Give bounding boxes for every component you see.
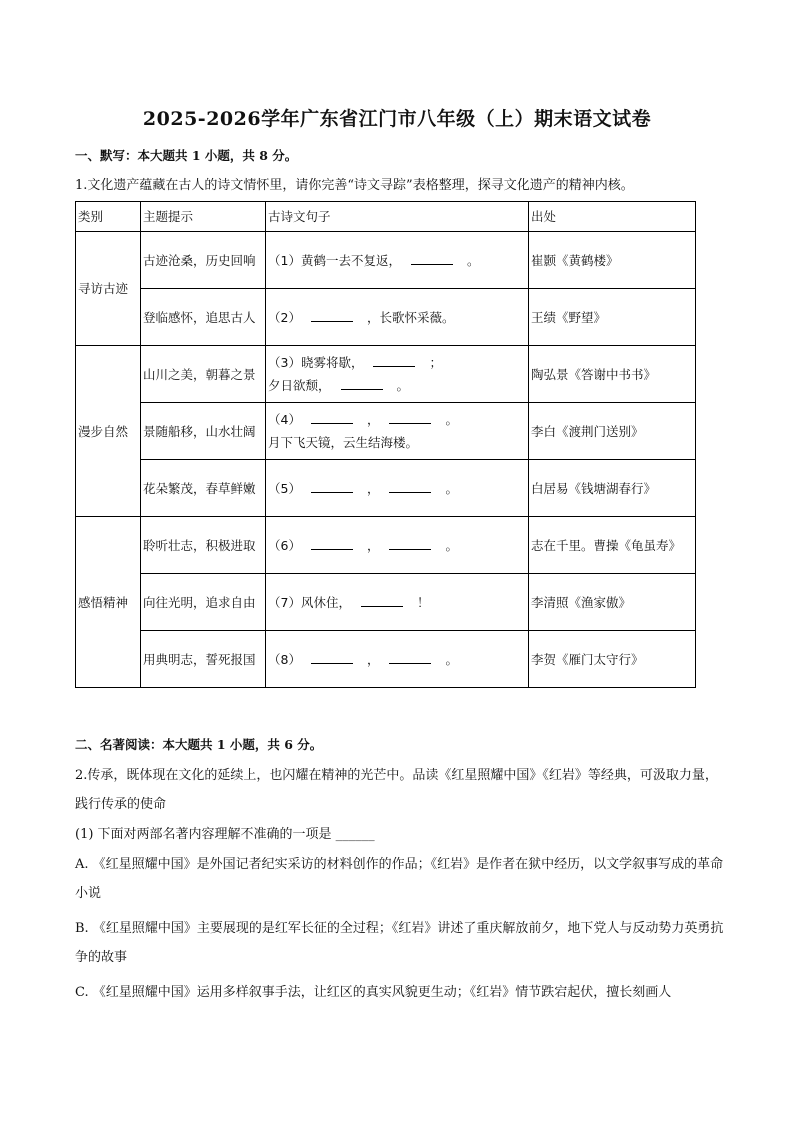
poem-text: ，长歌怀采薇。 <box>366 309 455 325</box>
poem-text: 。 <box>466 252 480 268</box>
poem-text: 。 <box>445 480 458 496</box>
header-poem-line: 古诗文句子 <box>266 202 529 232</box>
answer-blank[interactable] <box>389 537 431 550</box>
poem-text: 。 <box>445 537 458 553</box>
table-row <box>76 460 696 517</box>
section-heading-2: 二、名著阅读：本大题共 1 小题，共 6 分。 <box>75 737 323 752</box>
table-header-row <box>76 202 696 232</box>
poem-cell <box>266 346 529 403</box>
option-c[interactable]: C. 《红星照耀中国》运用多样叙事手法，让红区的真实风貌更生动；《红岩》情节跌宕起伏，擅长刻画人 <box>75 985 672 1000</box>
theme-cell: 花朵繁茂，春草鲜嫩 <box>141 460 266 517</box>
category-cell: 寻访古迹 <box>76 232 141 346</box>
page-title: 2025-2026学年广东省江门市八年级（上）期末语文试卷 <box>142 108 652 130</box>
answer-blank[interactable] <box>311 309 353 322</box>
answer-blank[interactable] <box>311 651 353 664</box>
poem-cell <box>266 574 529 631</box>
table-row <box>76 289 696 346</box>
table-row <box>76 517 696 574</box>
source-cell: 李贺《雁门太守行》 <box>529 631 696 688</box>
answer-blank[interactable] <box>361 594 403 607</box>
poem-text: ， <box>366 480 380 496</box>
poem-text: ， <box>366 537 380 553</box>
poem-text: 。 <box>445 412 458 427</box>
table-row <box>76 574 696 631</box>
theme-cell: 聆听壮志，积极进取 <box>141 517 266 574</box>
poem-text: （8） <box>268 651 301 667</box>
poem-text: ！ <box>416 594 430 610</box>
theme-cell: 登临感怀，追思古人 <box>141 289 266 346</box>
category-cell: 感悟精神 <box>76 517 141 688</box>
option-b[interactable]: B. 《红星照耀中国》主要展现的是红军长征的全过程；《红岩》讲述了重庆解放前夕，地下党人与反动势力英勇抗争的故事 <box>75 921 724 965</box>
poem-text: （3）晓雾将歇， <box>268 355 364 370</box>
header-source: 出处 <box>529 202 696 232</box>
section-heading-1: 一、默写：本大题共 1 小题，共 8 分。 <box>75 148 298 163</box>
answer-blank[interactable] <box>311 480 353 493</box>
poem-text: （4） <box>268 412 301 427</box>
source-cell: 白居易《钱塘湖春行》 <box>529 460 696 517</box>
poem-table <box>75 201 696 688</box>
question-1-stem: 1.文化遗产蕴藏在古人的诗文情怀里，请你完善“诗文寻踪”表格整理，探寻文化遗产的精神内核。 <box>75 178 634 193</box>
answer-blank[interactable] <box>311 537 353 550</box>
source-cell: 陶弘景《答谢中书书》 <box>529 346 696 403</box>
poem-text: ， <box>366 651 380 667</box>
option-a[interactable]: A. 《红星照耀中国》是外国记者纪实采访的材料创作的作品；《红岩》是作者在狱中经历，以文学叙事写成的革命小说 <box>75 857 724 901</box>
theme-cell: 用典明志，誓死报国 <box>141 631 266 688</box>
poem-text: ， <box>366 412 380 427</box>
answer-blank[interactable] <box>411 252 453 265</box>
poem-text: （2） <box>268 309 301 325</box>
poem-text: 。 <box>445 651 458 667</box>
header-theme: 主题提示 <box>141 202 266 232</box>
table-row <box>76 232 696 289</box>
poem-text: 夕日欲颓， <box>268 378 331 393</box>
source-cell: 志在千里。曹操《龟虽寿》 <box>529 517 696 574</box>
poem-text: ； <box>429 355 442 370</box>
answer-blank[interactable] <box>373 354 415 367</box>
poem-cell <box>266 631 529 688</box>
answer-blank[interactable] <box>389 411 431 424</box>
source-cell: 李清照《渔家傲》 <box>529 574 696 631</box>
theme-cell: 景随船移，山水壮阔 <box>141 403 266 460</box>
poem-cell <box>266 232 529 289</box>
answer-blank[interactable] <box>311 411 353 424</box>
theme-cell: 山川之美，朝暮之景 <box>141 346 266 403</box>
table-row <box>76 403 696 460</box>
source-cell: 王绩《野望》 <box>529 289 696 346</box>
header-category: 类别 <box>76 202 141 232</box>
source-cell: 崔颢《黄鹤楼》 <box>529 232 696 289</box>
source-cell: 李白《渡荆门送别》 <box>529 403 696 460</box>
poem-cell <box>266 517 529 574</box>
question-2-stem: 2.传承，既体现在文化的延续上，也闪耀在精神的光芒中。品读《红星照耀中国》《红岩》等经典，可汲取力量，践行传承的使命 <box>75 768 718 812</box>
table-row <box>76 346 696 403</box>
table-row <box>76 631 696 688</box>
theme-cell: 古迹沧桑，历史回响 <box>141 232 266 289</box>
poem-text: （5） <box>268 480 301 496</box>
poem-cell <box>266 403 529 460</box>
poem-text: （7）风休住， <box>268 594 351 610</box>
answer-blank[interactable] <box>389 651 431 664</box>
answer-blank[interactable] <box>389 480 431 493</box>
theme-cell: 向往光明，追求自由 <box>141 574 266 631</box>
sub-question-1: (1) 下面对两部名著内容理解不准确的一项是 ______ <box>75 827 375 842</box>
poem-text: （1）黄鹤一去不复返， <box>268 252 401 268</box>
poem-cell <box>266 460 529 517</box>
category-cell: 漫步自然 <box>76 346 141 517</box>
poem-cell <box>266 289 529 346</box>
poem-text: （6） <box>268 537 301 553</box>
poem-text: 月下飞天镜，云生结海楼。 <box>268 435 419 450</box>
poem-text: 。 <box>396 378 410 393</box>
answer-blank[interactable] <box>341 377 383 390</box>
